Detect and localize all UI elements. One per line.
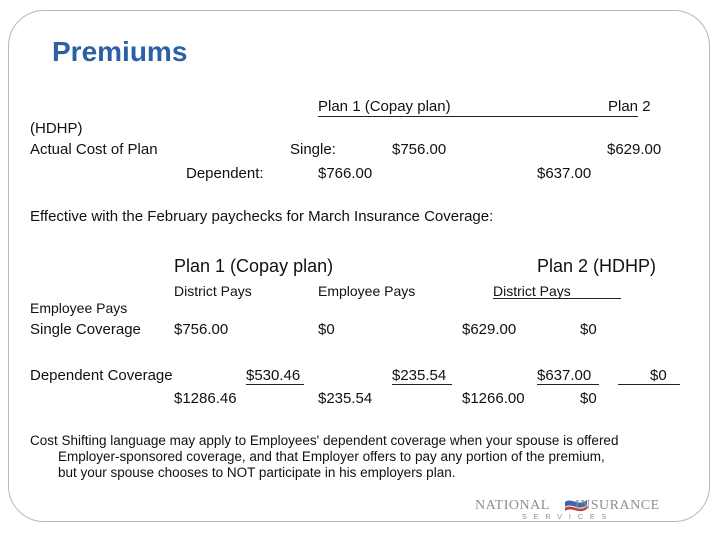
single-plan2-cost: $629.00	[607, 141, 662, 158]
cost-shifting-note	[30, 433, 700, 481]
plan2-header-suffix: (HDHP)	[30, 120, 83, 137]
single-coverage-label: Single Coverage	[30, 321, 141, 338]
district-pays-underline	[493, 298, 621, 299]
single-p2-employee: $0	[580, 321, 597, 338]
header-underline	[318, 116, 638, 117]
actual-cost-label: Actual Cost of Plan	[30, 141, 158, 158]
table-plan2-header: Plan 2 (HDHP)	[537, 256, 657, 276]
dependent-p1-district-underline	[246, 384, 304, 385]
dependent-label: Dependent:	[186, 165, 264, 182]
note-line-2: Employer-sponsored coverage, and that Employer offers to pay any portion of the premium,	[58, 449, 605, 464]
single-label: Single:	[290, 141, 336, 158]
dependent-p1-total: $1286.46	[174, 390, 237, 407]
dependent-plan2-cost: $637.00	[537, 165, 592, 182]
table-plan1-header: Plan 1 (Copay plan)	[174, 256, 334, 276]
dependent-p1-employee-2: $235.54	[318, 390, 373, 407]
dependent-p2-employee-2: $0	[580, 390, 597, 407]
national-insurance-logo	[470, 496, 670, 524]
col-employee-pays-2: Employee Pays	[30, 300, 128, 316]
dependent-p1-employee: $235.54	[392, 367, 447, 384]
col-district-pays-1: District Pays	[174, 283, 252, 299]
logo-word-services: SERVICES	[522, 514, 614, 521]
dependent-p2-employee-underline	[618, 384, 680, 385]
note-line-1: Cost Shifting language may apply to Employees' dependent coverage when your spouse is offered	[30, 433, 619, 448]
single-p2-district: $629.00	[462, 321, 517, 338]
col-employee-pays-1: Employee Pays	[318, 283, 416, 299]
plan2-header: Plan 2	[608, 98, 651, 115]
dependent-coverage-label: Dependent Coverage	[30, 367, 173, 384]
dependent-p2-total: $1266.00	[462, 390, 525, 407]
col-district-pays-2: District Pays	[493, 283, 571, 299]
page-title: Premiums	[52, 36, 188, 67]
single-plan1-cost: $756.00	[392, 141, 447, 158]
dependent-p1-employee-underline	[392, 384, 452, 385]
dependent-p1-district: $530.46	[246, 367, 301, 384]
dependent-p2-district: $637.00	[537, 367, 592, 384]
logo-word-national: NATIONAL	[475, 498, 550, 513]
dependent-p2-employee: $0	[650, 367, 667, 384]
single-p1-employee: $0	[318, 321, 335, 338]
dependent-p2-district-underline	[537, 384, 599, 385]
plan1-header: Plan 1 (Copay plan)	[318, 98, 451, 115]
logo-word-insurance: INSURANCE	[575, 498, 660, 513]
note-line-3: but your spouse chooses to NOT participate in his employers plan.	[58, 465, 456, 480]
single-p1-district: $756.00	[174, 321, 229, 338]
dependent-plan1-cost: $766.00	[318, 165, 373, 182]
effective-text: Effective with the February paychecks for March Insurance Coverage:	[30, 208, 494, 225]
